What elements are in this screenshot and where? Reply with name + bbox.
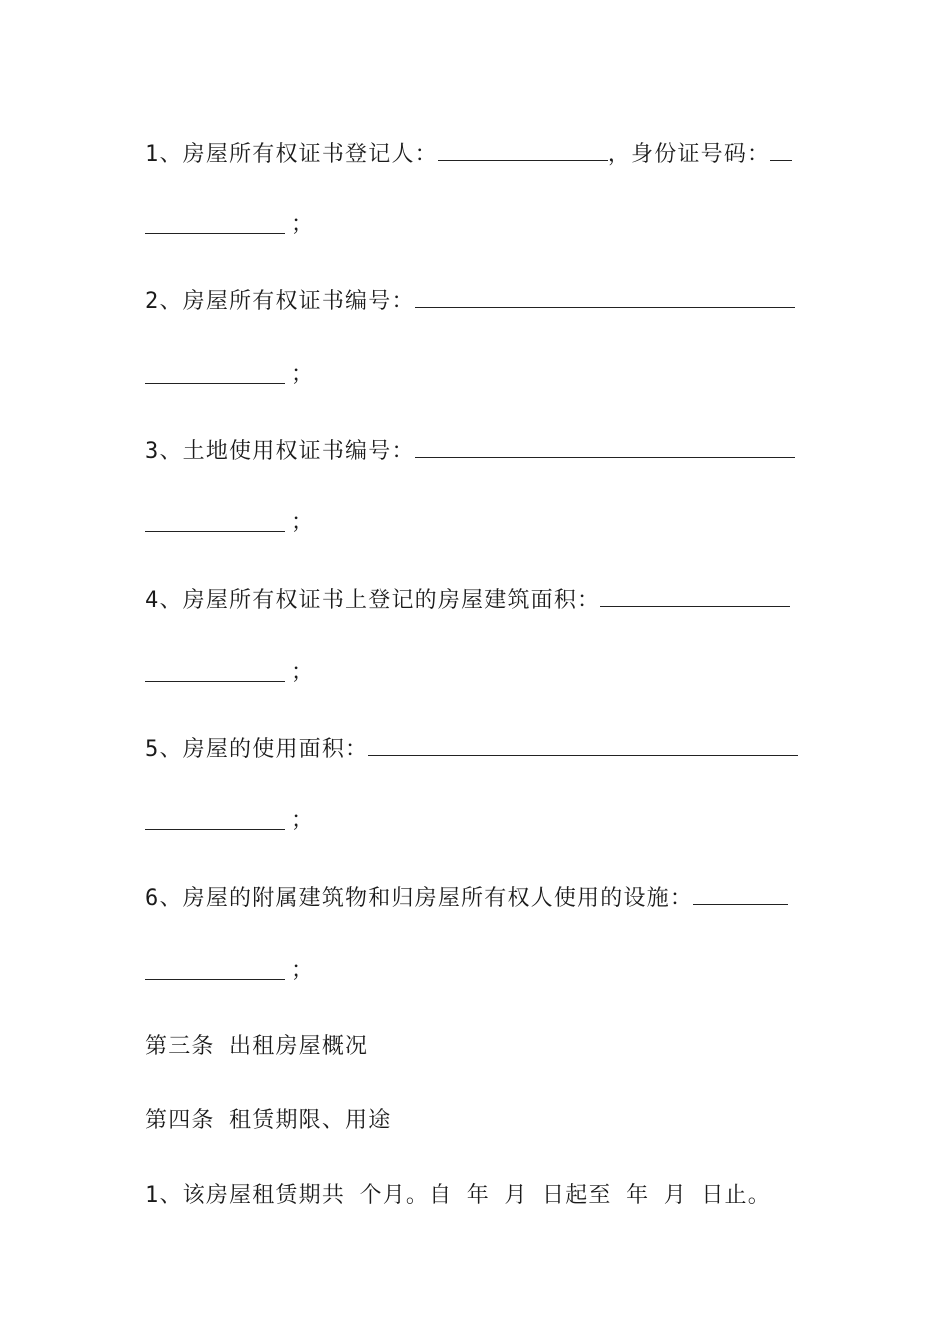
- usable-area-field[interactable]: [368, 733, 798, 756]
- building-area-field[interactable]: [600, 584, 790, 607]
- item-2-line: [145, 285, 795, 317]
- ownership-cert-number-field[interactable]: [415, 285, 795, 308]
- item-4-line: [145, 584, 790, 616]
- item-6-label: 房屋的附属建筑物和归房屋所有权人使用的设施：: [182, 886, 694, 911]
- item-5-line: [145, 733, 798, 765]
- land-cert-number-field[interactable]: [415, 435, 795, 458]
- item-2-continuation: [145, 360, 313, 390]
- lease-term-clause: 1、该房屋租赁期共 个月。自 年 月 日起至 年 月 日止。: [145, 1183, 771, 1208]
- item-1-label: 房屋所有权证书登记人：: [182, 142, 438, 167]
- item-1-semicolon: ；: [291, 212, 314, 237]
- item-4-continuation: [145, 658, 313, 688]
- item-1-id-label: ，身份证号码：: [607, 142, 771, 167]
- item-5-semicolon: ；: [291, 808, 314, 833]
- usable-area-field-cont[interactable]: [145, 807, 285, 830]
- item-2-semicolon: ；: [291, 362, 314, 387]
- facilities-field-cont[interactable]: [145, 957, 285, 980]
- item-1-line: [145, 138, 792, 170]
- ownership-cert-number-field-cont[interactable]: [145, 361, 285, 384]
- facilities-field[interactable]: [693, 882, 788, 905]
- item-4-number: 4、: [145, 588, 183, 613]
- item-3-number: 3、: [145, 439, 183, 464]
- item-6-line: [145, 882, 788, 914]
- item-2-number: 2、: [145, 289, 183, 314]
- item-4-semicolon: ；: [291, 660, 314, 685]
- item-2-label: 房屋所有权证书编号：: [182, 289, 415, 314]
- item-1-number: 1、: [145, 142, 183, 167]
- item-3-continuation: [145, 508, 313, 538]
- item-6-continuation: [145, 956, 313, 986]
- item-4-label: 房屋所有权证书上登记的房屋建筑面积：: [182, 588, 601, 613]
- id-number-field-cont[interactable]: [145, 211, 285, 234]
- item-3-label: 土地使用权证书编号：: [182, 439, 415, 464]
- item-5-number: 5、: [145, 737, 183, 762]
- article-3-heading: 第三条 出租房屋概况: [145, 1034, 369, 1059]
- article-4-heading: 第四条 租赁期限、用途: [145, 1108, 392, 1133]
- building-area-field-cont[interactable]: [145, 659, 285, 682]
- item-6-number: 6、: [145, 886, 183, 911]
- land-cert-number-field-cont[interactable]: [145, 509, 285, 532]
- id-number-field-start[interactable]: [770, 138, 792, 161]
- item-5-continuation: [145, 806, 313, 836]
- item-3-line: [145, 435, 795, 467]
- item-6-semicolon: ；: [291, 958, 314, 983]
- item-5-label: 房屋的使用面积：: [182, 737, 369, 762]
- item-1-continuation: [145, 210, 313, 240]
- owner-name-field[interactable]: [438, 138, 608, 161]
- item-3-semicolon: ；: [291, 510, 314, 535]
